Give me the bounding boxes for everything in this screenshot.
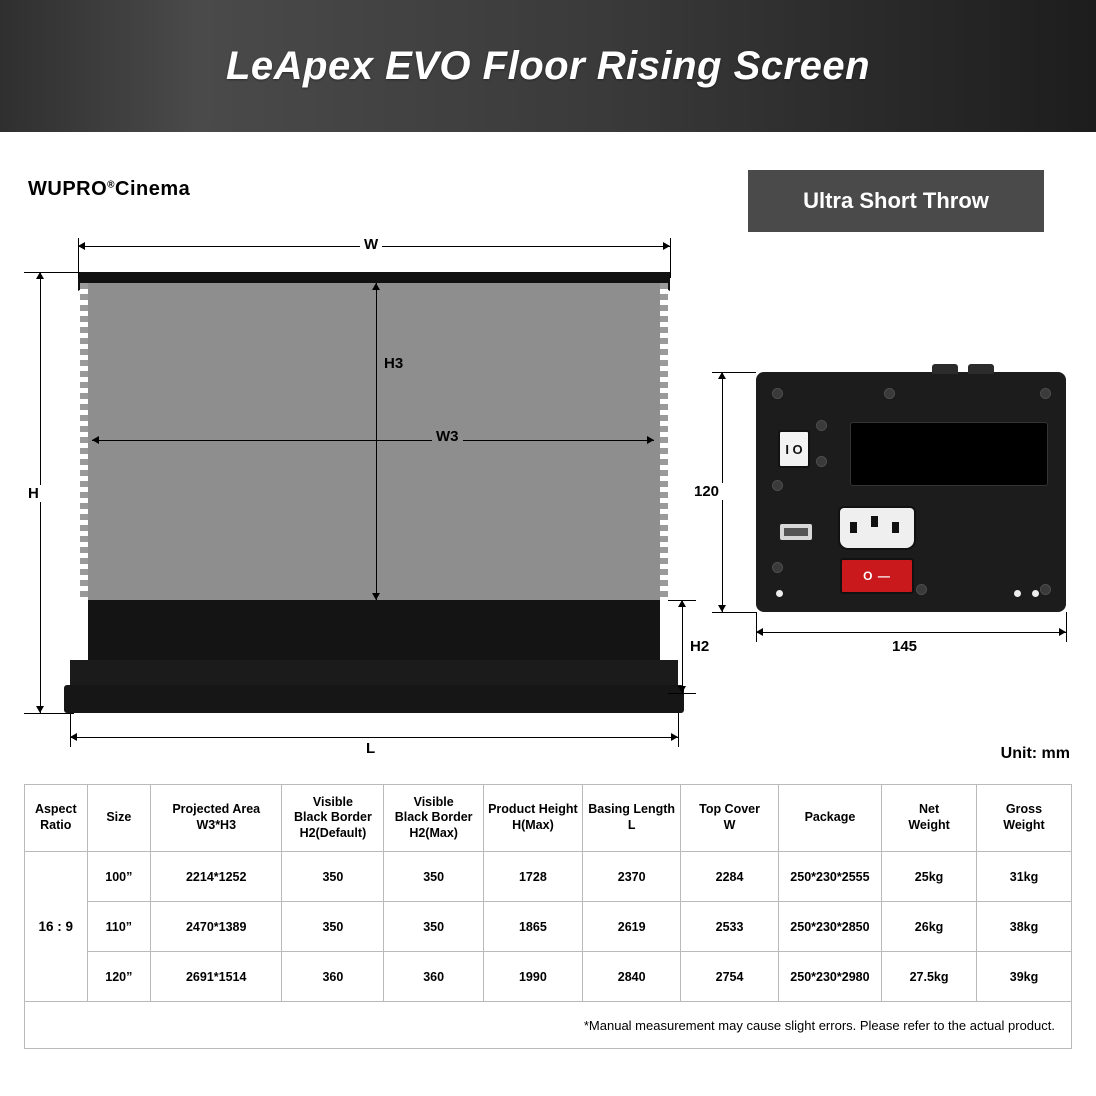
table-header-row (25, 785, 1072, 852)
col-size: Size (87, 785, 151, 852)
cell-border-max: 350 (384, 902, 483, 952)
rocker-power-switch[interactable] (840, 558, 914, 594)
dim-ext-h2-bottom (668, 693, 696, 694)
cell-projected-area: 2214*1252 (151, 852, 282, 902)
cell-border-max: 350 (384, 852, 483, 902)
control-box-tab-left (932, 364, 958, 374)
col-net-weight: Net Weight (882, 785, 977, 852)
page-title: LeApex EVO Floor Rising Screen (225, 43, 871, 88)
cell-border-default: 350 (282, 852, 384, 902)
dim-label-h2: H2 (686, 638, 713, 655)
unit-note: Unit: mm (1000, 745, 1070, 762)
cell-border-default: 360 (282, 952, 384, 1002)
cell-size: 120” (87, 952, 151, 1002)
control-box-tab-right (968, 364, 994, 374)
cell-top-cover: 2754 (681, 952, 778, 1002)
dim-arrow-w3-right (647, 436, 654, 444)
screen-right-tension-ticks (660, 283, 668, 600)
cell-basing-length: 2840 (582, 952, 680, 1002)
dim-arrow-h2-bottom (678, 686, 686, 693)
cell-border-max: 360 (384, 952, 483, 1002)
dim-arrow-box-height-top (718, 372, 726, 379)
dim-arrow-h-bottom (36, 706, 44, 713)
screen-black-border (88, 600, 660, 660)
dim-arrow-w-right (663, 242, 670, 250)
cell-gross-weight: 31kg (977, 852, 1072, 902)
dim-line-box-width (756, 632, 1066, 633)
screw-bottom-mid-icon (916, 584, 927, 595)
cell-gross-weight: 38kg (977, 902, 1072, 952)
cell-aspect-ratio: 16 : 9 (25, 852, 88, 1002)
col-gross-weight: Gross Weight (977, 785, 1072, 852)
cell-size: 110” (87, 902, 151, 952)
table-row (25, 902, 1072, 952)
cell-package: 250*230*2555 (778, 852, 881, 902)
col-package: Package (778, 785, 881, 852)
cell-projected-area: 2470*1389 (151, 902, 282, 952)
dim-line-l (70, 737, 678, 738)
dim-line-h3 (376, 283, 377, 600)
cell-package: 250*230*2980 (778, 952, 881, 1002)
dim-label-w3: W3 (432, 428, 463, 445)
power-toggle-switch[interactable] (778, 430, 810, 468)
cell-projected-area: 2691*1514 (151, 952, 282, 1002)
dim-tick-box-left (756, 612, 757, 642)
indicator-dot-left (776, 590, 783, 597)
dim-ext-h2-top (668, 600, 696, 601)
cell-product-height: 1865 (483, 902, 582, 952)
dim-arrow-h3-top (372, 283, 380, 290)
rocker-switch-label: O — (863, 569, 891, 583)
screw-bottom-right-icon (1040, 584, 1051, 595)
table-row (25, 952, 1072, 1002)
screen-projection-surface (88, 283, 660, 600)
page-header (0, 0, 1096, 132)
dim-line-h2 (682, 600, 683, 693)
brand-name: WUPRO (28, 178, 108, 200)
dim-arrow-l-right (671, 733, 678, 741)
dim-label-w: W (360, 236, 382, 253)
dim-tick-w-right (670, 238, 671, 278)
col-border-max: Visible Black Border H2(Max) (384, 785, 483, 852)
specification-table (24, 784, 1072, 1049)
dim-arrow-h-top (36, 272, 44, 279)
indicator-dot-right-a (1014, 590, 1021, 597)
dim-label-h3: H3 (380, 355, 407, 372)
cell-size: 100” (87, 852, 151, 902)
dim-label-h: H (24, 485, 43, 502)
product-diagram (0, 140, 1096, 770)
col-aspect-ratio: Aspect Ratio (25, 785, 88, 852)
dim-arrow-h3-bottom (372, 593, 380, 600)
dim-arrow-w-left (78, 242, 85, 250)
dim-arrow-box-width-left (756, 628, 763, 636)
col-projected-area: Projected Area W3*H3 (151, 785, 282, 852)
dim-arrow-l-left (70, 733, 77, 741)
screw-top-mid-icon (884, 388, 895, 399)
dim-label-l: L (362, 740, 379, 757)
col-top-cover: Top Cover W (681, 785, 778, 852)
cell-basing-length: 2370 (582, 852, 680, 902)
dim-ext-h-bottom (24, 713, 74, 714)
dim-line-w3 (92, 440, 654, 441)
control-display-panel (850, 422, 1048, 486)
table-footnote: *Manual measurement may cause slight errors. Please refer to the actual product. (25, 1002, 1072, 1049)
power-toggle-icon: I O (785, 441, 803, 457)
ultra-short-throw-label: Ultra Short Throw (803, 188, 989, 213)
cell-net-weight: 26kg (882, 902, 977, 952)
cell-package: 250*230*2850 (778, 902, 881, 952)
table-row (25, 852, 1072, 902)
dim-ext-box-top (712, 372, 756, 373)
screw-lower-left-icon (772, 562, 783, 573)
cell-top-cover: 2284 (681, 852, 778, 902)
table-footnote-row (25, 1002, 1072, 1049)
cell-top-cover: 2533 (681, 902, 778, 952)
usb-port-icon (780, 524, 812, 540)
cell-border-default: 350 (282, 902, 384, 952)
screen-left-tension-ticks (80, 283, 88, 600)
dim-tick-l-left (70, 713, 71, 747)
dim-label-box-height: 120 (690, 483, 723, 500)
col-product-height: Product Height H(Max) (483, 785, 582, 852)
iec-power-inlet-icon (838, 506, 916, 550)
control-box-illustration (756, 372, 1066, 612)
dim-tick-box-right (1066, 612, 1067, 642)
spec-table (24, 784, 1072, 1049)
col-border-default: Visible Black Border H2(Default) (282, 785, 384, 852)
screen-top-cover (78, 272, 670, 283)
screen-base-casing (64, 685, 684, 713)
cell-net-weight: 25kg (882, 852, 977, 902)
dim-arrow-box-height-bottom (718, 605, 726, 612)
dim-arrow-w3-left (92, 436, 99, 444)
dim-label-box-width: 145 (888, 638, 921, 655)
cell-basing-length: 2619 (582, 902, 680, 952)
cell-product-height: 1728 (483, 852, 582, 902)
dim-ext-box-bottom (712, 612, 756, 613)
cell-product-height: 1990 (483, 952, 582, 1002)
dim-tick-l-right (678, 713, 679, 747)
dim-arrow-box-width-right (1059, 628, 1066, 636)
cell-net-weight: 27.5kg (882, 952, 977, 1002)
table-body (25, 852, 1072, 1049)
dim-arrow-h2-top (678, 600, 686, 607)
col-basing-length: Basing Length L (582, 785, 680, 852)
indicator-dot-right-b (1032, 590, 1039, 597)
brand-registered-mark: ® (107, 179, 116, 191)
screw-upper-icon (816, 420, 827, 431)
screw-top-right-icon (1040, 388, 1051, 399)
dim-ext-h-top (24, 272, 80, 273)
brand-suffix: Cinema (115, 178, 191, 200)
screw-top-left-icon (772, 388, 783, 399)
cell-gross-weight: 39kg (977, 952, 1072, 1002)
screw-left-icon (772, 480, 783, 491)
screw-mid-icon (816, 456, 827, 467)
screen-base-shadow (70, 660, 678, 686)
